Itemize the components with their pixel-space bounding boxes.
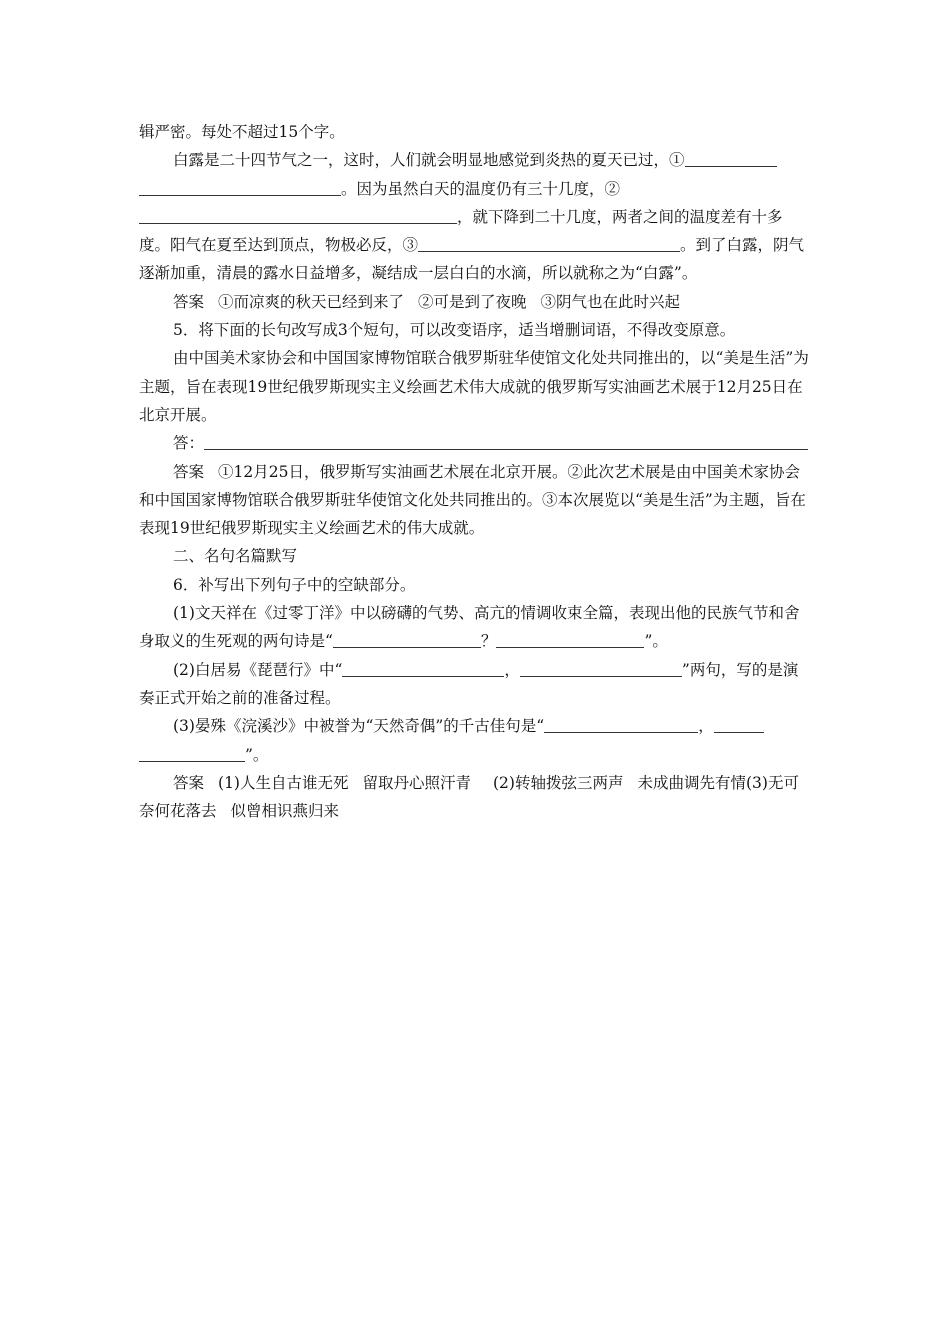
q4-answer: [139, 288, 811, 316]
q4-blank-1a[interactable]: [685, 148, 777, 167]
q6-item3-blank-b1[interactable]: [714, 714, 764, 733]
q4-passage: [139, 146, 811, 287]
q5-response-blank[interactable]: [204, 431, 808, 450]
q6-answer-2b: 未成曲调先有情: [637, 773, 746, 792]
q4-passage-part3: ，就下降到二十几度，两者之间的温度差有十多度。阳气在夏至达到顶点，物极必反，③: [139, 207, 783, 255]
document-body: [139, 118, 811, 825]
q6-prompt: 6．补写出下列句子中的空缺部分。: [173, 575, 416, 594]
q6-item1-end: ”。: [644, 632, 668, 651]
q5-answer-label: 答案: [173, 462, 205, 481]
q6-item2-blank-b[interactable]: [520, 658, 682, 677]
q6-item1-blank-a[interactable]: [333, 629, 481, 648]
q6-item3-end: ”。: [245, 745, 269, 764]
q4-passage-part4: 。到了白露，阴气逐渐加重，清晨的露水日益增多，凝结成一层白白的水滴，所以就称之为“白露”。: [139, 236, 805, 283]
q6-item1-text: (1)文天祥在《过零丁洋》中以磅礴的气势、高亢的情调收束全篇，表现出他的民族气节和舍身取义的生死观的两句诗是“: [139, 604, 800, 651]
q6-item3: [139, 712, 811, 769]
q5-prompt: 5．将下面的长句改写成3个短句，可以改变语序，适当增删词语，不得改变原意。: [173, 321, 736, 340]
q5-answer: [139, 458, 811, 543]
q4-blank-3[interactable]: [418, 233, 680, 252]
q4-blank-1b[interactable]: [139, 177, 341, 196]
q4-passage-part2: 。因为虽然白天的温度仍有三十几度，②: [341, 179, 621, 198]
q6-item2-text: (2)白居易《琵琶行》中“: [173, 660, 343, 679]
q5-sentence: 由中国美术家协会和中国国家博物馆联合俄罗斯驻华使馆文化处共同推出的，以“美是生活”为主题，旨在表现19世纪俄罗斯现实主义绘画艺术伟大成就的俄罗斯写实油画艺术展于12月25日在北京开展。: [139, 349, 809, 424]
q5-response-label: 答：: [173, 434, 205, 453]
section2-heading: 二、名句名篇默写: [173, 547, 298, 566]
q6-answer-3: (3)无可奈何花落去: [139, 773, 799, 821]
q6-item3-blank-a[interactable]: [544, 714, 698, 733]
q6-item2-blank-a[interactable]: [342, 658, 504, 677]
q6-item3-text: (3)晏殊《浣溪沙》中被誉为“天然奇偶”的千古佳句是“: [173, 717, 545, 736]
q6-answer: [139, 769, 811, 826]
q6-item3-mid: ，: [698, 717, 714, 736]
q6-item1-blank-b[interactable]: [496, 629, 644, 648]
q6-item1-mid: ？: [480, 632, 497, 651]
q5-answer-text: ①12月25日，俄罗斯写实油画艺术展在北京开展。②此次艺术展是由中国美术家协会和中国国家博物馆联合俄罗斯驻华使馆文化处共同推出的。③本次展览以“美是生活”为主题，旨在表现19世纪俄罗斯现实主义绘画艺术的伟大成就。: [139, 462, 806, 538]
q5-response: [139, 429, 811, 457]
q4-answer-3: ③阴气也在此时兴起: [540, 292, 681, 311]
q4-answer-1: ①而凉爽的秋天已经到来了: [218, 292, 405, 311]
q4-passage-part1: 白露是二十四节气之一，这时，人们就会明显地感觉到炎热的夏天已过，①: [173, 151, 685, 170]
q4-intro-tail: 辑严密。每处不超过15个字。: [139, 123, 345, 141]
q6-item3-blank-b2[interactable]: [139, 743, 245, 762]
q4-blank-2b[interactable]: [371, 205, 457, 224]
q6-item1: [139, 599, 811, 656]
q4-blank-2a[interactable]: [139, 205, 371, 224]
q6-answer-1: (1)人生自古谁无死: [218, 773, 349, 792]
q6-answer-label: 答案: [173, 773, 205, 792]
q6-item2: [139, 656, 811, 713]
q6-answer-3b: 似曾相识燕归来: [230, 802, 340, 821]
q6-answer-2: (2)转轴拨弦三两声: [493, 773, 624, 792]
q4-answer-label: 答案: [173, 292, 205, 311]
q6-answer-1b: 留取丹心照汗青: [362, 773, 471, 792]
q6-item2-mid: ，: [504, 660, 520, 679]
q6-item2-end: ”两句，写的是演奏正式开始之前的准备过程。: [139, 660, 799, 707]
q4-answer-2: ②可是到了夜晚: [418, 292, 527, 311]
